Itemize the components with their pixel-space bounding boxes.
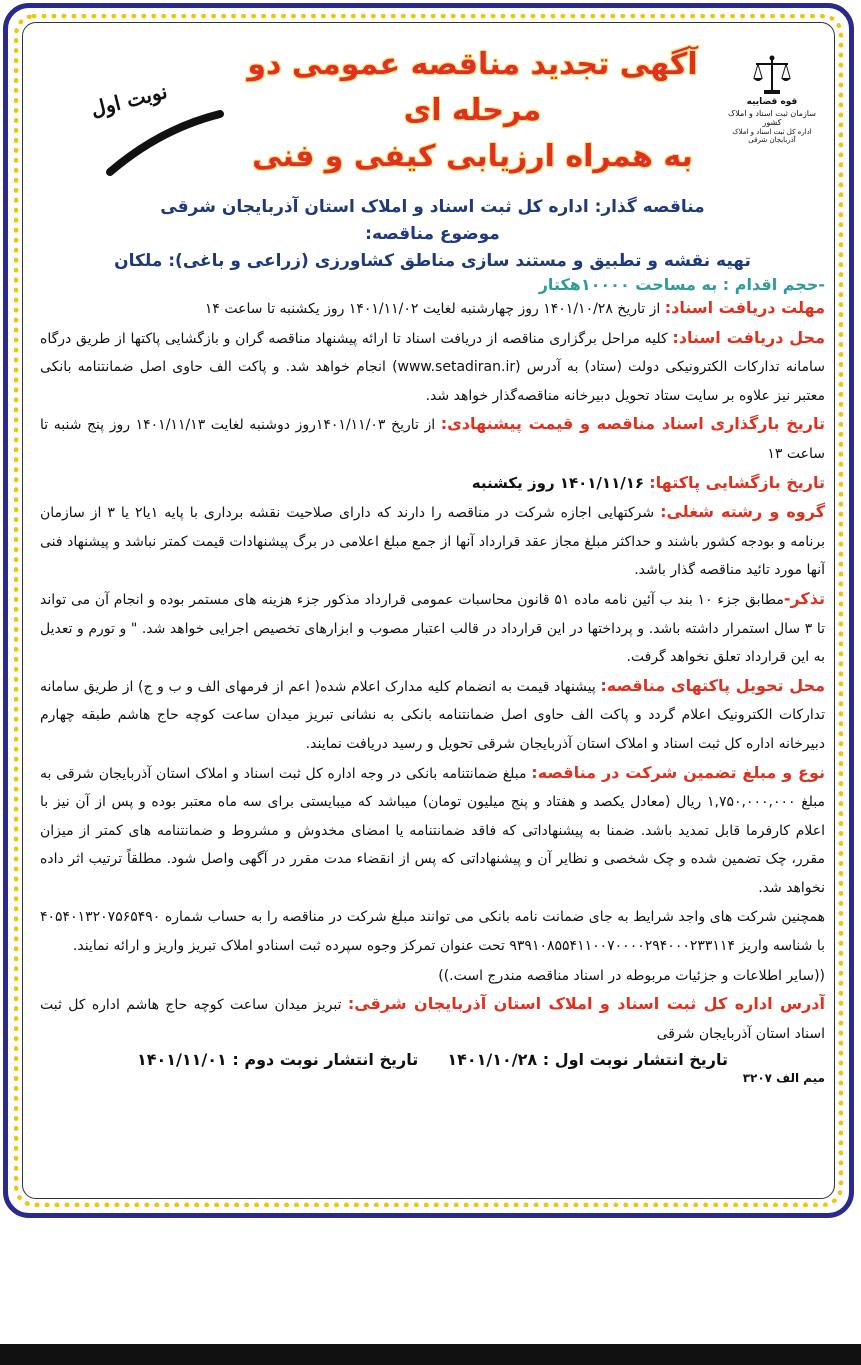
publish-dates	[40, 1050, 825, 1069]
section-note: تذکر-مطابق جزء ۱۰ بند ب آئین نامه ماده ۵۱ قانون محاسبات عمومی قرارداد مذکور جزء هزینه های مستمر بوده و انجام آن می تواند تا ۳ سال استمرار داشته باشد. و پرداختها در این قرارداد در قالب اعتبار مصوب و ابزارهای تخصیص اجرایی خواهد شد. " و تورم و تعدیل به این قرارداد تعلق نخواهد گرفت.	[40, 588, 825, 666]
subject-line: تهیه نقشه و تطبیق و مستند سازی مناطق کشاورزی (زراعی و باغی): ملکان	[114, 251, 751, 271]
publish-first: تاریخ انتشار نوبت اول : ۱۴۰۱/۱۰/۲۸	[447, 1050, 729, 1070]
logo-line-2: سازمان ثبت اسناد و املاک کشور	[728, 109, 816, 127]
section-receipt-place: محل دریافت اسناد: کلیه مراحل برگزاری مناقصه از دریافت اسناد تا ارائه پیشنهاد مناقصه گران و بازگشایی پاکتها از طریق درگاه سامانه تدارکات الکترونیکی دولت (ستاد) به آدرس (www.setadiran.ir) انجام خواهد شد. و پاکت الف حاوی اصل ضمانتنامه بانکی معتبر نیز علاوه بر سایت ستاد تحویل دبیرخانه مناقصه‌گذار خواهد شد.	[40, 327, 825, 404]
section-other-info: ((سایر اطلاعات و جزئیات مربوطه در اسناد مناقصه مندرج است.))	[438, 967, 825, 984]
subject-label: موضوع مناقصه:	[365, 224, 500, 244]
section-address: آدرس اداره کل ثبت اسناد و املاک استان آذربایجان شرقی: تبریز میدان ساعت کوچه حاج هاشم اداره کل ثبت اسناد استان آذربایجان شرقی	[40, 994, 825, 1042]
volume-line: -حجم اقدام : به مساحت ۱۰۰۰۰هکتار	[538, 275, 825, 294]
section-opening-date: تاریخ بازگشایی پاکتها: ۱۴۰۱/۱۱/۱۶ روز یکشنبه	[471, 472, 825, 492]
logo-line-3: اداره کل ثبت اسناد و املاک آذربایجان شرقی	[732, 128, 812, 144]
title-line-2: به همراه ارزیابی کیفی و فنی	[252, 139, 693, 174]
scales-of-justice-icon	[750, 54, 794, 96]
section-upload-date: تاریخ بارگذاری اسناد مناقصه و قیمت پیشنهادی: از تاریخ ۱۴۰۱/۱۱/۰۳روز دوشنبه لغایت ۱۴۰۱/۱۱/۱۳ روز پنج شنبه تا ساعت ۱۳	[40, 414, 825, 462]
notice-title	[240, 42, 705, 180]
notice-content	[40, 32, 825, 1197]
logo-line-1: قوه قضاییه	[746, 97, 798, 107]
bottom-bar	[0, 1344, 861, 1365]
publish-second: تاریخ انتشار نوبت دوم : ۱۴۰۱/۱۱/۰۱	[136, 1050, 419, 1070]
section-receipt-deadline: مهلت دریافت اسناد: از تاریخ ۱۴۰۱/۱۰/۲۸ روز چهارشنبه لغایت ۱۴۰۱/۱۱/۰۲ روز یکشنبه تا ساعت ۱۴	[204, 298, 825, 317]
organizer-line: مناقصه گذار: اداره کل ثبت اسناد و املاک استان آذربایجان شرقی	[160, 197, 705, 217]
ad-code: میم الف ۳۲۰۷	[742, 1071, 825, 1086]
notice-sections	[40, 294, 825, 1048]
title-line-1: آگهی تجدید مناقصه عمومی دو مرحله ای	[247, 47, 698, 128]
section-delivery-place: محل تحویل پاکتهای مناقصه: پیشنهاد قیمت به انضمام کلیه مدارک اعلام شده( اعم از فرمهای الف و ب و ج) از طریق سامانه تدارکات الکترونیک اعلام گردد و پاکت الف حاوی اصل ضمانتنامه بانکی به نشانی تبریز میدان ساعت کوچه حاج هاشم طبقه چهارم دبیرخانه اداره کل ثبت اسناد و املاک استان آذربایجان شرقی تحویل و رسید دریافت نمایند.	[40, 675, 825, 752]
section-job-group: گروه و رشته شغلی: شرکتهایی اجازه شرکت در مناقصه را دارند که دارای صلاحیت نقشه برداری با پایه ۱یا۲ یا ۳ از سازمان برنامه و بودجه کشور باشند و حداکثر مبلغ مجاز عقد قرارداد آنها از جمع مبلغ اعلامی در برگ پیشنهادات قیمت کمتر نباشد و پیشنهاد فنی آنها مورد تائید مناقصه گذار باشد.	[40, 502, 825, 579]
stamp-text: نوبت اول	[88, 78, 170, 122]
judiciary-logo	[727, 54, 817, 144]
first-round-stamp	[70, 74, 250, 184]
section-deposit: همچنین شرکت های واجد شرایط به جای ضمانت نامه بانکی می توانند مبلغ شرکت در مناقصه را به حساب شماره ۴۰۵۴۰۱۳۲۰۷۵۶۵۴۹۰ با شناسه واریز ۹۳۹۱۰۸۵۵۴۱۱۰۰۷۰۰۰۰۲۹۴۰۰۰۲۳۳۱۱۴ تحت عنوان تمرکز وجوه سپرده ثبت اسنادو املاک تبریز واریز و ارائه نمایند.	[40, 909, 825, 955]
section-guarantee: نوع و مبلغ تضمین شرکت در مناقصه: مبلغ ضمانتنامه بانکی در وجه اداره کل ثبت اسناد و املاک استان آذربایجان شرقی به مبلغ ۱,۷۵۰,۰۰۰,۰۰۰ ریال (معادل یکصد و هفتاد و پنج میلیون تومان) میباشد که میبایستی برای سه ماه معتبر بوده و پس از آن نیز با اعلام کارفرما قابل تمدید باشد. ضمنا به پیشنهاداتی که فاقد ضمانتنامه یا امضای مخدوش و مشروط و ضمانتنامه های کمتر از میزان مقرر، چک تضمین شده و چک شخصی و نظایر آن و پیشنهاداتی که پس از انقضاء مدت مقرر در آگهی واصل شود. مطلقاً ترتیب اثر داده نخواهد شد.	[40, 762, 825, 896]
